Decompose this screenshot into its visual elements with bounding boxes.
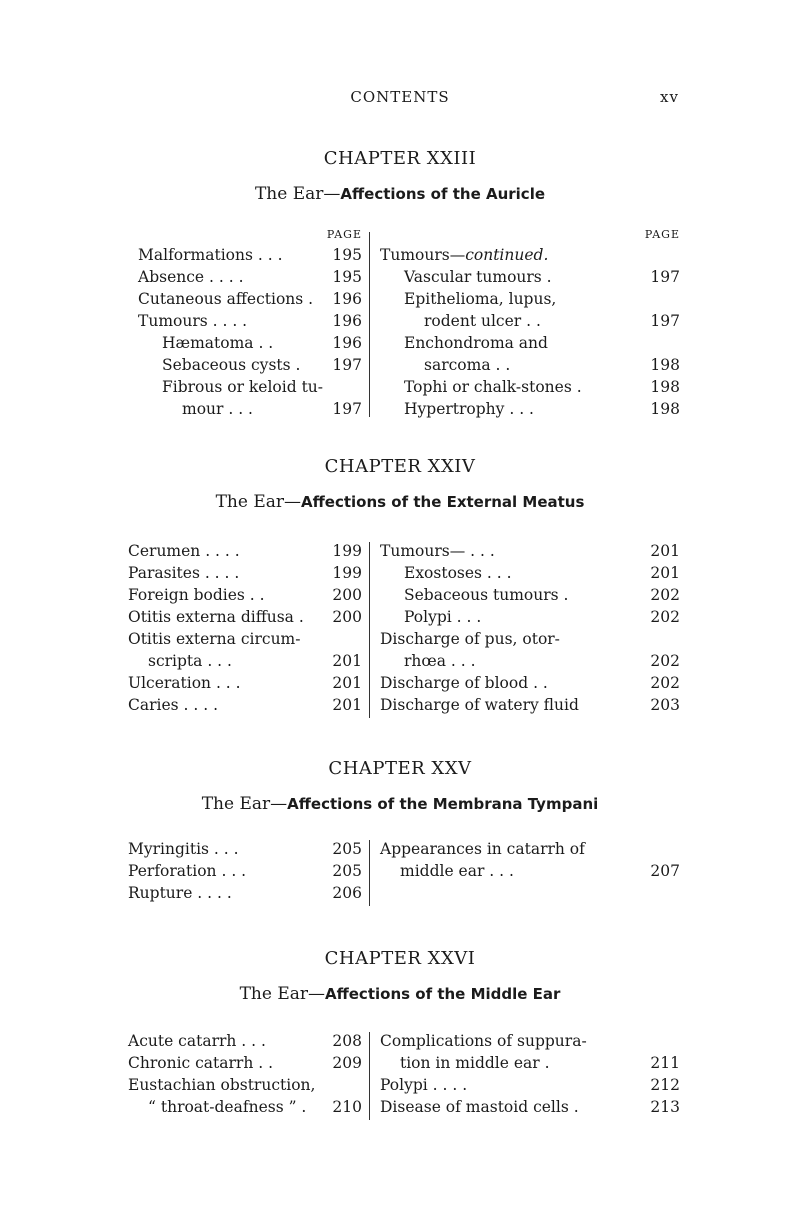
toc-entry[interactable]: Epithelioma, lupus, (404, 290, 557, 308)
right-column (380, 540, 680, 716)
toc-entry[interactable]: middle ear . . . 207 (400, 862, 680, 880)
toc-entry[interactable]: Tumours— . . . 201 (380, 542, 680, 560)
toc-entry[interactable]: Sebaceous cysts . 197 (162, 356, 362, 374)
chapter-title: CHAPTER XXVI (324, 948, 476, 969)
toc-entry[interactable]: Absence . . . . 195 (138, 268, 362, 286)
toc-entry[interactable]: Sebaceous tumours . 202 (404, 586, 680, 604)
toc-entry[interactable]: Tophi or chalk-stones . 198 (404, 378, 680, 396)
toc-entry[interactable]: Chronic catarrh . . 209 (128, 1054, 362, 1072)
chapter-xxiv-heading (0, 456, 800, 516)
toc-entry[interactable]: Rupture . . . . 206 (128, 884, 362, 902)
toc-entry[interactable]: “ throat-deafness ” . 210 (148, 1098, 362, 1116)
toc-entry[interactable]: Discharge of watery fluid 203 (380, 696, 680, 714)
toc-entry[interactable]: mour . . . 197 (182, 400, 362, 418)
toc-entry[interactable]: Foreign bodies . . 200 (128, 586, 362, 604)
toc-entry[interactable]: Tumours . . . . 196 (138, 312, 362, 330)
toc-entry[interactable]: sarcoma . . 198 (424, 356, 680, 374)
toc-entry[interactable]: Myringitis . . . 205 (128, 840, 362, 858)
right-column (380, 838, 680, 882)
running-head-page-number: xv (660, 88, 679, 106)
chapter-title: CHAPTER XXV (328, 758, 472, 779)
toc-entry[interactable]: scripta . . . 201 (148, 652, 362, 670)
toc-entry[interactable]: Vascular tumours . 197 (404, 268, 680, 286)
toc-entry[interactable]: Complications of suppura- (380, 1032, 587, 1050)
running-head-title: CONTENTS (350, 88, 450, 106)
toc-entry[interactable]: Eustachian obstruction, (128, 1076, 316, 1094)
left-column (128, 540, 362, 716)
running-head (0, 88, 800, 112)
toc-entry[interactable]: Polypi . . . 202 (404, 608, 680, 626)
column-divider (369, 542, 370, 718)
chapter-xxiii-heading (0, 148, 800, 208)
right-column (380, 1030, 680, 1118)
toc-entry[interactable]: Disease of mastoid cells . 213 (380, 1098, 680, 1116)
toc-entry[interactable]: Malformations . . . 195 (138, 246, 362, 264)
toc-entry[interactable]: Cutaneous affections . 196 (138, 290, 362, 308)
chapter-subtitle: The Ear—Affections of the Middle Ear (239, 984, 561, 1004)
chapter-xxvi-heading (0, 948, 800, 1008)
chapter-subtitle: The Ear—Affections of the Membrana Tympani (201, 794, 599, 814)
toc-entry[interactable]: Hypertrophy . . . 198 (404, 400, 680, 418)
chapter-title: CHAPTER XXIII (323, 148, 477, 169)
column-divider (369, 1032, 370, 1120)
toc-entry[interactable]: tion in middle ear . 211 (400, 1054, 680, 1072)
toc-entry[interactable]: Otitis externa circum- (128, 630, 301, 648)
toc-entry[interactable]: Perforation . . . 205 (128, 862, 362, 880)
column-divider (369, 232, 370, 417)
toc-entry[interactable]: rodent ulcer . . 197 (424, 312, 680, 330)
chapter-xxv-heading (0, 758, 800, 818)
toc-entry[interactable]: rhœa . . . 202 (404, 652, 680, 670)
left-column (128, 1030, 362, 1118)
toc-entry[interactable]: Otitis externa diffusa . 200 (128, 608, 362, 626)
right-column (380, 228, 680, 420)
toc-entry[interactable]: Fibrous or keloid tu- (162, 378, 324, 396)
chapter-subtitle: The Ear—Affections of the Auricle (254, 184, 546, 204)
toc-entry[interactable]: Appearances in catarrh of (380, 840, 585, 858)
toc-entry[interactable]: Acute catarrh . . . 208 (128, 1032, 362, 1050)
toc-entry[interactable]: Parasites . . . . 199 (128, 564, 362, 582)
toc-entry[interactable]: Cerumen . . . . 199 (128, 542, 362, 560)
toc-entry[interactable]: Tumours—continued. (380, 246, 549, 264)
toc-entry[interactable]: Ulceration . . . 201 (128, 674, 362, 692)
page-column-label: PAGE (326, 228, 362, 241)
toc-entry[interactable]: Caries . . . . 201 (128, 696, 362, 714)
left-column (128, 838, 362, 904)
toc-entry[interactable]: Discharge of blood . . 202 (380, 674, 680, 692)
toc-entry[interactable]: Polypi . . . . 212 (380, 1076, 680, 1094)
chapter-subtitle: The Ear—Affections of the External Meatus (215, 492, 585, 512)
toc-entry[interactable]: Exostoses . . . 201 (404, 564, 680, 582)
page-column-label: PAGE (644, 228, 680, 241)
left-column (138, 228, 362, 420)
column-divider (369, 840, 370, 906)
chapter-title: CHAPTER XXIV (324, 456, 476, 477)
toc-entry[interactable]: Hæmatoma . . 196 (162, 334, 362, 352)
toc-entry[interactable]: Discharge of pus, otor- (380, 630, 560, 648)
toc-entry[interactable]: Enchondroma and (404, 334, 548, 352)
